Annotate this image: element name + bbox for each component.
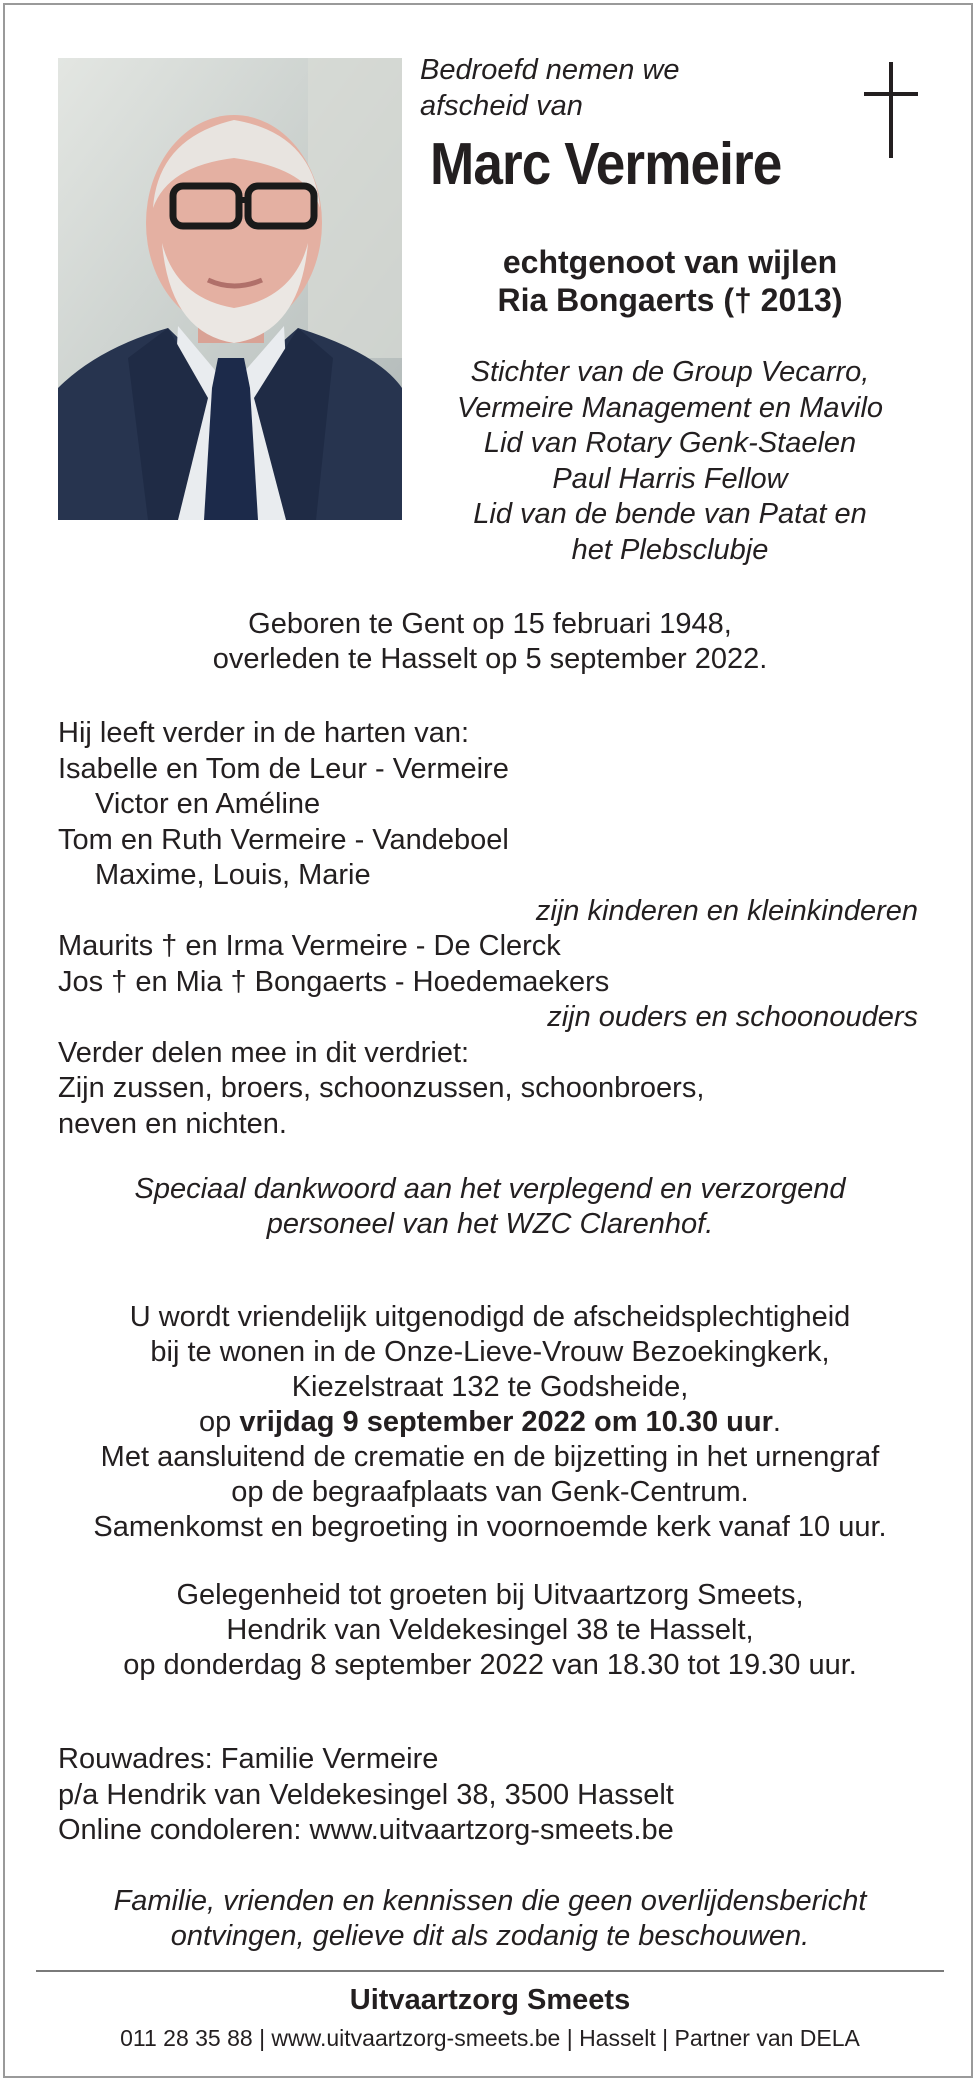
birth-line: Geboren te Gent op 15 februari 1948, xyxy=(248,608,732,640)
family-line: Maurits † en Irma Vermeire - De Clerck xyxy=(58,930,561,962)
intro-line: afscheid van xyxy=(420,90,583,122)
ceremony-date-prefix: op xyxy=(199,1406,240,1438)
family-list xyxy=(58,716,918,1142)
family-line: Maxime, Louis, Marie xyxy=(95,859,371,891)
birth-death-dates xyxy=(40,607,940,677)
family-line: Zijn zussen, broers, schoonzussen, schoonbroers, xyxy=(58,1072,705,1104)
address-line: Rouwadres: Familie Vermeire xyxy=(58,1743,439,1775)
notice-text xyxy=(40,1884,940,1954)
address-line: p/a Hendrik van Veldekesingel 38, 3500 Hasselt xyxy=(58,1778,674,1811)
bio-line: Lid van Rotary Genk-Staelen xyxy=(483,427,857,459)
thanks-line: personeel van het WZC Clarenhof. xyxy=(266,1208,714,1240)
mourning-address xyxy=(58,1742,918,1849)
visitation-info xyxy=(40,1578,940,1683)
notice-line: ontvingen, gelieve dit als zodanig te beschouwen. xyxy=(170,1920,810,1952)
family-line: Verder delen mee in dit verdriet: xyxy=(58,1036,470,1069)
ceremony-line: Kiezelstraat 132 te Godsheide, xyxy=(291,1371,689,1403)
intro-text xyxy=(420,52,680,124)
ceremony-line: op de begraafplaats van Genk-Centrum. xyxy=(231,1476,749,1508)
portrait-photo xyxy=(58,58,402,520)
family-role: zijn ouders en schoonouders xyxy=(547,1001,918,1033)
spouse-info xyxy=(420,243,920,319)
ceremony-line: bij te wonen in de Onze-Lieve-Vrouw Bezoekingkerk, xyxy=(150,1336,830,1368)
footer-divider xyxy=(36,1970,944,1972)
thanks-note xyxy=(40,1172,940,1242)
bio-line: Vermeire Management en Mavilo xyxy=(456,391,884,424)
notice-line: Familie, vrienden en kennissen die geen overlijdensbericht xyxy=(113,1885,867,1917)
ceremony-line: Samenkomst en begroeting in voornoemde kerk vanaf 10 uur. xyxy=(93,1511,887,1543)
ceremony-line: Met aansluitend de crematie en de bijzetting in het urnengraf xyxy=(100,1441,880,1473)
biography xyxy=(420,355,920,568)
thanks-line: Speciaal dankwoord aan het verplegend en verzorgend xyxy=(134,1173,846,1205)
family-line: Tom en Ruth Vermeire - Vandeboel xyxy=(58,823,509,856)
bio-line: Lid van de bende van Patat en xyxy=(473,498,867,530)
death-line: overleden te Hasselt op 5 september 2022. xyxy=(212,643,768,675)
ceremony-date-suffix: . xyxy=(772,1406,781,1438)
bio-line: het Plebsclubje xyxy=(571,533,769,566)
spouse-line: Ria Bongaerts († 2013) xyxy=(497,282,843,318)
ceremony-date-line xyxy=(40,1405,940,1440)
ceremony-line: U wordt vriendelijk uitgenodigd de afscheidsplechtigheid xyxy=(129,1301,851,1333)
bio-line: Paul Harris Fellow xyxy=(552,462,788,495)
ceremony-date: vrijdag 9 september 2022 om 10.30 uur xyxy=(239,1406,773,1438)
family-role: zijn kinderen en kleinkinderen xyxy=(535,894,918,927)
visitation-line: op donderdag 8 september 2022 van 18.30 tot 19.30 uur. xyxy=(123,1649,857,1681)
bio-line: Stichter van de Group Vecarro, xyxy=(470,356,870,388)
funeral-home-name: Uitvaartzorg Smeets xyxy=(349,1984,631,2016)
intro-line: Bedroefd nemen we xyxy=(420,54,680,86)
deceased-name: Marc Vermeire xyxy=(430,131,782,197)
visitation-line: Gelegenheid tot groeten bij Uitvaartzorg Smeets, xyxy=(176,1579,804,1611)
funeral-home-contact: 011 28 35 88 | www.uitvaartzorg-smeets.be | Hasselt | Partner van DELA xyxy=(120,2025,860,2051)
family-line: Victor en Améline xyxy=(95,788,321,820)
visitation-line: Hendrik van Veldekesingel 38 te Hasselt, xyxy=(226,1614,754,1646)
family-line: Jos † en Mia † Bongaerts - Hoedemaekers xyxy=(58,965,610,998)
family-line: Isabelle en Tom de Leur - Vermeire xyxy=(58,752,509,785)
address-line: Online condoleren: www.uitvaartzorg-smeets.be xyxy=(58,1814,674,1846)
cross-icon xyxy=(860,62,922,158)
family-heading: Hij leeft verder in de harten van: xyxy=(58,717,470,749)
spouse-line: echtgenoot van wijlen xyxy=(502,244,838,280)
family-line: neven en nichten. xyxy=(58,1107,287,1140)
ceremony-info xyxy=(40,1300,940,1545)
